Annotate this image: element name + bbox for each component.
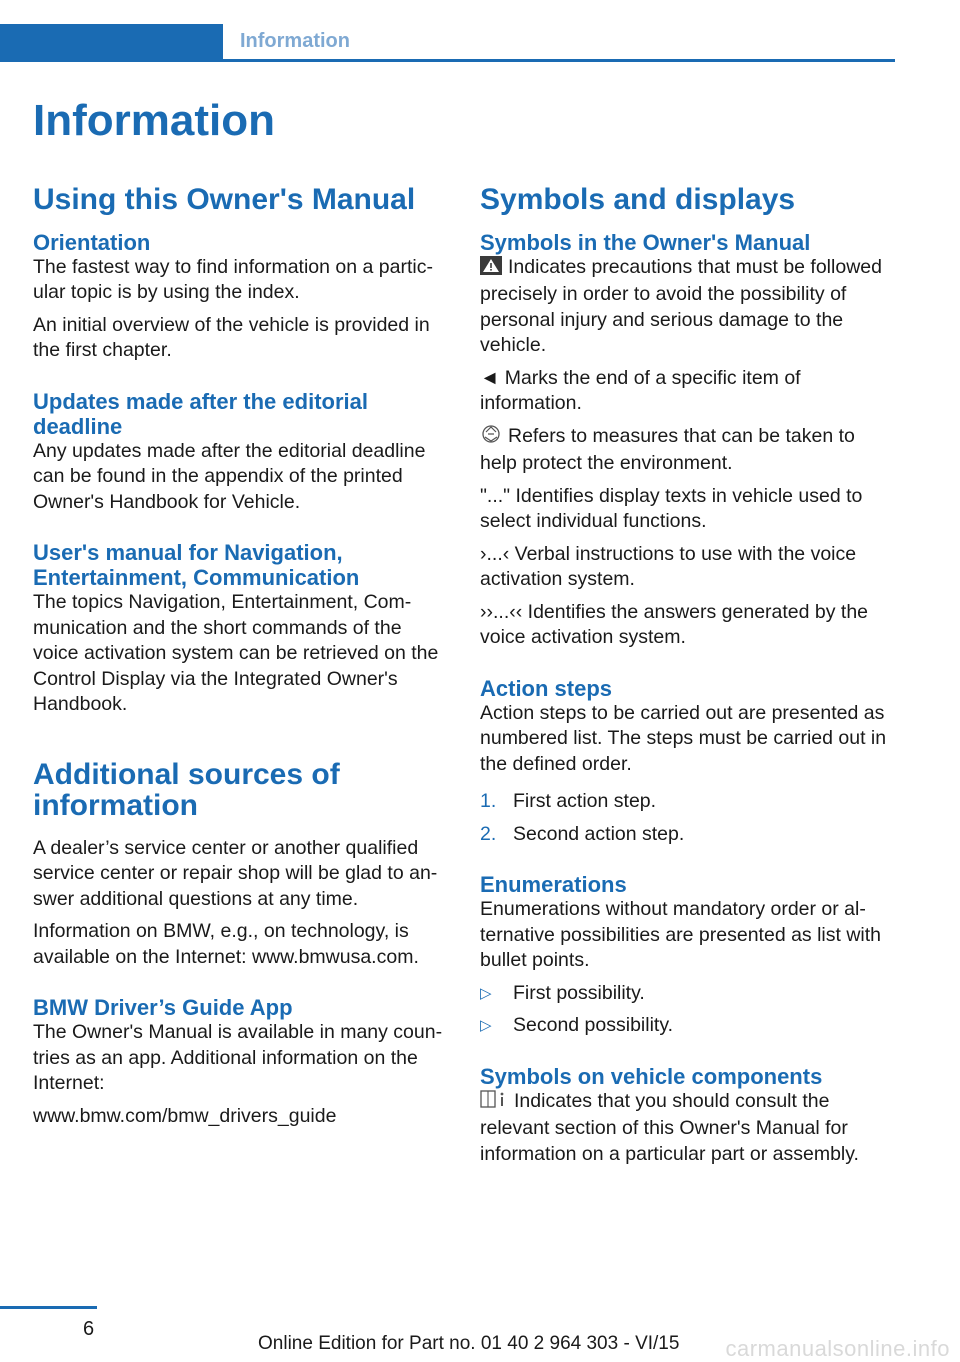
environment-text: Refers to measures that can be taken to help protect the environment. xyxy=(480,424,855,475)
environment-paragraph xyxy=(480,424,896,477)
additional-p2: Information on BMW, e.g., on technology, is available on the Internet: www.bmwusa.com. xyxy=(33,920,419,968)
watermark: carmanualsonline.info xyxy=(725,1336,950,1361)
left-column xyxy=(33,184,449,1136)
users-manual-title: User's manual for Navigation, Entertainment, Communication xyxy=(33,540,360,591)
verbal-text: ›...‹ Verbal instructions to use with the voice activation system. xyxy=(480,542,857,591)
page-number: 6 xyxy=(83,1318,95,1340)
list-item xyxy=(480,1013,896,1039)
right-column xyxy=(480,184,896,1174)
list-text: First action step. xyxy=(513,790,657,813)
bullet-triangle-icon: ▷ xyxy=(480,984,492,1002)
app-p1: The Owner's Manual is available in many countries as an app. Additional information on the Internet: xyxy=(33,1021,443,1095)
warning-text: Indicates precautions that must be followed precisely in order to avoid the possibility of personal injury and serious damage to the vehicle. xyxy=(480,255,882,357)
orientation-title: Orientation xyxy=(33,229,151,255)
answers-text: ››...‹‹ Identifies the answers generated by the voice activation system. xyxy=(480,600,869,649)
users-manual-p1: The topics Navigation, Entertainment, Communication and the short commands of the voice activation system can be retrieved on the Control Display via the Integrated Owner's Handbook. xyxy=(33,591,439,716)
warning-triangle-icon xyxy=(480,256,502,283)
components-title: Symbols on vehicle components xyxy=(480,1063,823,1089)
list-text: First possibility. xyxy=(513,981,645,1004)
manual-heading: Using this Owner's Manual xyxy=(33,183,416,216)
list-number: 2. xyxy=(480,822,497,845)
orientation-p2: An initial overview of the vehicle is provided in the first chapter. xyxy=(33,313,430,362)
action-steps-title: Action steps xyxy=(480,675,613,701)
components-text: Indicates that you should consult the relevant section of this Owner's Manual for information on a particular part or assembly. xyxy=(480,1089,859,1165)
list-number: 1. xyxy=(480,790,497,813)
components-paragraph xyxy=(480,1089,896,1168)
manual-book-icon xyxy=(480,1089,508,1117)
additional-p1: A dealer’s service center or another qualified service center or repair shop will be glad to answer additional questions at any time. xyxy=(33,836,438,910)
updates-title: Updates made after the editorial deadline xyxy=(33,388,368,439)
warning-paragraph xyxy=(480,255,896,359)
symbols-heading: Symbols and displays xyxy=(480,183,796,216)
list-text: Second action step. xyxy=(513,822,685,845)
header-section-title: Information xyxy=(240,30,350,52)
list-item xyxy=(480,981,896,1007)
header-rule xyxy=(223,59,895,62)
orientation-p1: The fastest way to find information on a particular topic is by using the index. xyxy=(33,255,433,304)
list-text: Second possibility. xyxy=(513,1014,674,1037)
app-title: BMW Driver’s Guide App xyxy=(33,995,293,1021)
display-text: "..." Identifies display texts in vehicle used to select individual functions. xyxy=(480,484,863,533)
bullet-triangle-icon: ▷ xyxy=(480,1017,492,1035)
list-item xyxy=(480,822,896,848)
header-bar xyxy=(0,24,223,62)
footer-rule xyxy=(0,1306,97,1309)
additional-heading: Additional sources of information xyxy=(33,757,340,823)
app-link[interactable]: www.bmw.com/bmw_drivers_guide xyxy=(33,1104,337,1127)
edition-text: Online Edition for Part no. 01 40 2 964 303 - VI/15 xyxy=(258,1333,680,1354)
enumerations-p1: Enumerations without mandatory order or alternative possibilities are presented as list with bullet points. xyxy=(480,898,882,972)
environment-icon xyxy=(480,424,502,452)
end-text: ◄ Marks the end of a specific item of information. xyxy=(480,366,801,415)
page-title: Information xyxy=(33,96,275,145)
enumerations-title: Enumerations xyxy=(480,872,627,898)
list-item xyxy=(480,789,896,815)
action-steps-p1: Action steps to be carried out are presented as numbered list. The steps must be carried out in the defined order. xyxy=(480,701,887,775)
updates-p1: Any updates made after the editorial deadline can be found in the appendix of the printed Owner's Handbook for Vehicle. xyxy=(33,439,426,513)
symbols-manual-title: Symbols in the Owner's Manual xyxy=(480,229,811,255)
